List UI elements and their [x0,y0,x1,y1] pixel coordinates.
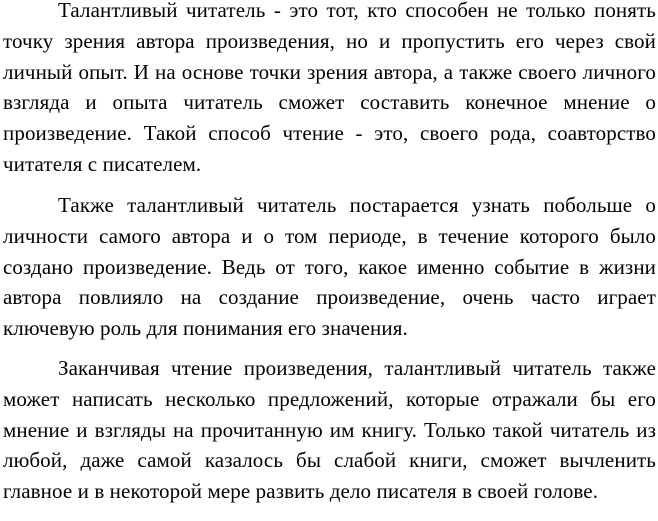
paragraph-2: Также талантливый читатель постарается узнать побольше о личности самого автора и о том периоде, в течение которого было создано произведение. Ведь от того, какое именно событие в жизни автора повлияло на создание произведение, очень часто играет ключевую роль для понимания его значения. [3,193,656,341]
paragraph-1: Талантливый читатель - это тот, кто способен не только понять точку зрения автора произведения, но и пропустить его через свой личный опыт. И на основе точки зрения автора, а также своего личного взгляда и опыта читатель сможет составить конечное мнение о произведение. Такой способ чтение - это, своего рода, соавторство читателя с писателем. [3,0,656,176]
paragraph-3: Заканчивая чтение произведения, талантливый читатель также может написать несколько предложений, которые отражали бы его мнение и взгляды на прочитанную им книгу. Только такой читатель из любой, даже самой казалось бы слабой книги, сможет вычленить главное и в некоторой мере развить дело писателя в своей голове. [3,356,656,504]
